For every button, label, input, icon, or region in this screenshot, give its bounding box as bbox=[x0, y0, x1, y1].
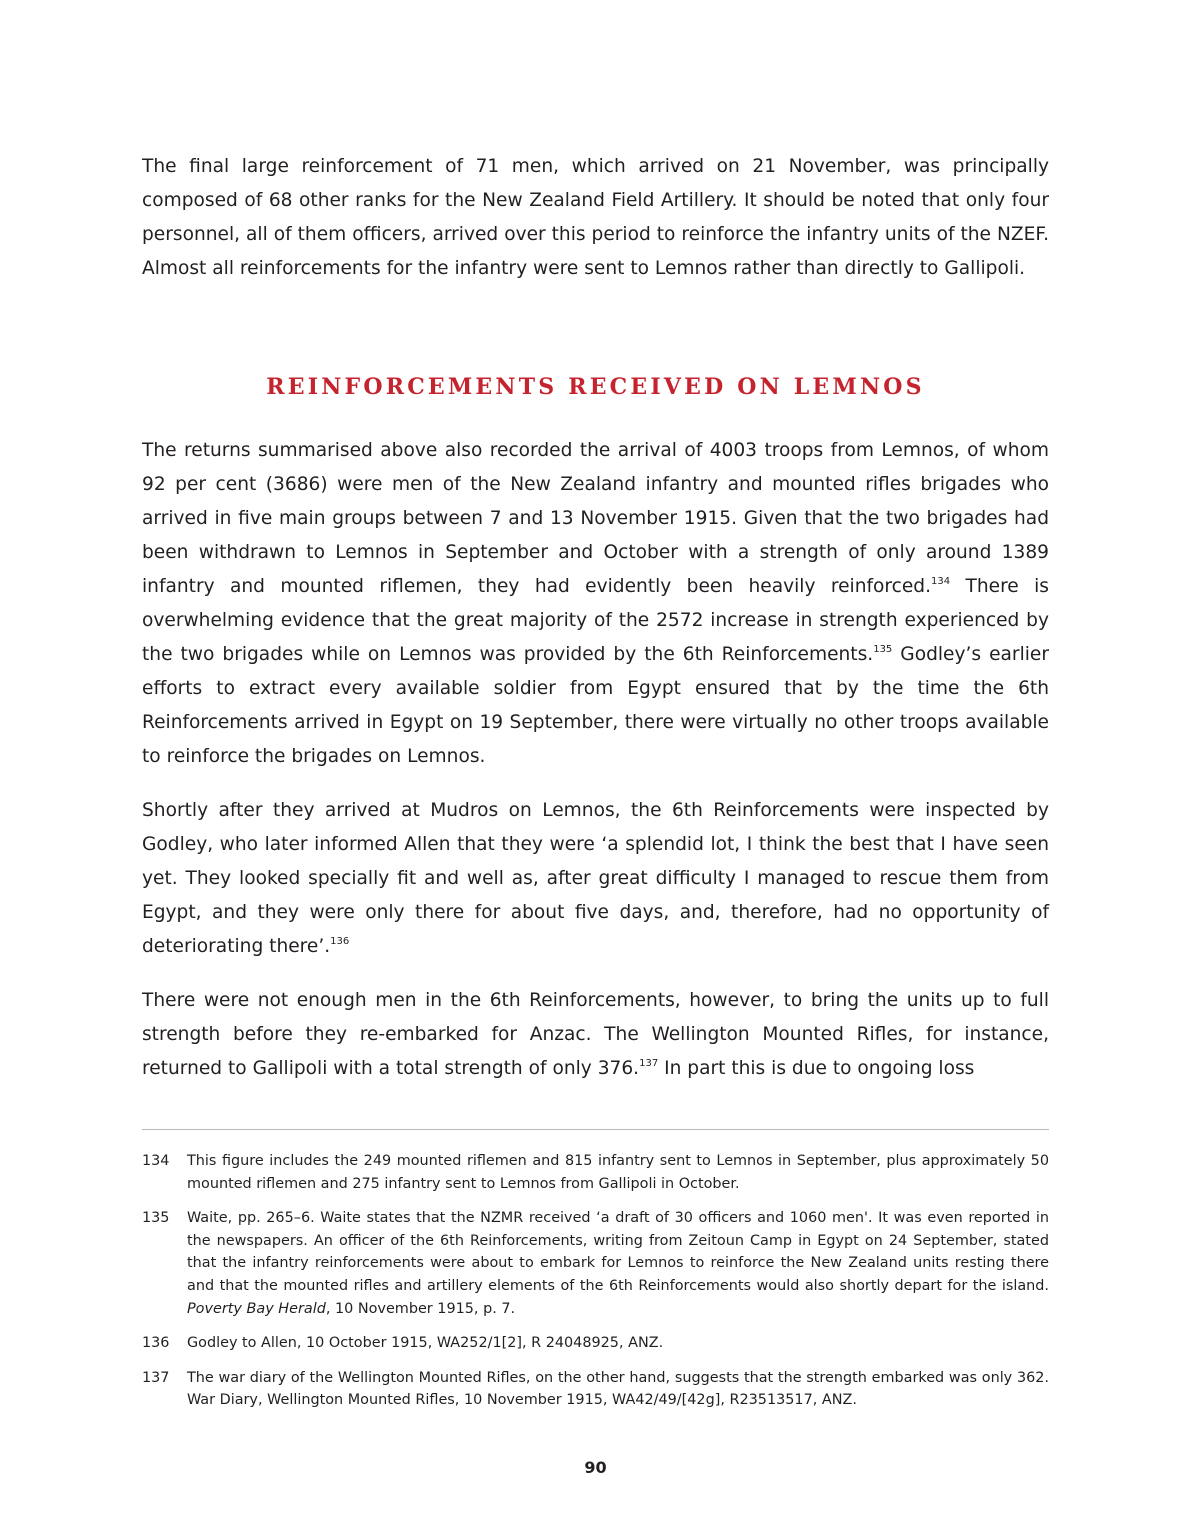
page-number: 90 bbox=[584, 1458, 607, 1477]
footnote-segment: , 10 November 1915, p. 7. bbox=[325, 1300, 516, 1317]
footnote-number: 137 bbox=[142, 1369, 170, 1386]
footnote-text: The war diary of the Wellington Mounted Rifles, on the other hand, suggests that the strength embarked was only 362. War Diary, Wellington Mounted Rifles, 10 November 1915, WA42/49/[42g], R23513517, ANZ. bbox=[187, 1369, 1049, 1409]
footnote-137 bbox=[142, 1367, 1049, 1412]
paragraph-segment: Shortly after they arrived at Mudros on Lemnos, the 6th Reinforcements were inspected by Godley, who later informed Allen that they were ‘a splendid lot, I think the best that I have seen yet. They looked specially fit and well as, after great difficulty I managed to rescue them from Egypt, and they were only there for about five days, and, therefore, had no opportunity of deteriorating there’. bbox=[142, 800, 1049, 957]
footnote-135 bbox=[142, 1207, 1049, 1320]
body-paragraph-1 bbox=[142, 150, 1049, 286]
footnote-134 bbox=[142, 1150, 1049, 1195]
paragraph-text: The final large reinforcement of 71 men, which arrived on 21 November, was principally composed of 68 other ranks for the New Zealand Field Artillery. It should be noted that only four personnel, all of them officers, arrived over this period to reinforce the infantry units of the NZEF. Almost all reinforcements for the infantry were sent to Lemnos rather than directly to Gallipoli. bbox=[142, 156, 1049, 279]
footnote-text: Godley to Allen, 10 October 1915, WA252/1[2], R 24048925, ANZ. bbox=[187, 1335, 664, 1352]
footnote-number: 135 bbox=[142, 1210, 170, 1227]
section-heading: REINFORCEMENTS RECEIVED ON LEMNOS bbox=[266, 374, 925, 400]
body-paragraph-2 bbox=[142, 434, 1049, 774]
footnote-segment: Waite, pp. 265–6. Waite states that the NZMR received ‘a draft of 30 officers and 1060 men'. It was even reported in the newspapers. An officer of the 6th Reinforcements, writing from Zeitoun Camp in Egypt on 24 September, stated that the infantry reinforcements were about to embark for Lemnos to reinforce the New Zealand units resting there and that the mounted rifles and artillery elements of the 6th Reinforcements would also shortly depart for the island. bbox=[187, 1210, 1049, 1294]
paragraph-segment: There is overwhelming evidence that the great majority of the 2572 increase in strength experienced by the two brigades while on Lemnos was provided by the 6th Reinforcements. bbox=[142, 576, 1049, 665]
body-paragraph-4 bbox=[142, 984, 1049, 1086]
footnote-number: 136 bbox=[142, 1335, 170, 1352]
footnote-ref-136[interactable]: 136 bbox=[330, 936, 350, 947]
footnote-text bbox=[187, 1207, 1049, 1320]
footnote-ref-135[interactable]: 135 bbox=[873, 644, 893, 655]
paragraph-segment: There were not enough men in the 6th Reinforcements, however, to bring the units up to full strength before they re-embarked for Anzac. The Wellington Mounted Rifles, for instance, returned to Gallipoli with a total strength of only 376. bbox=[142, 990, 1049, 1079]
footnotes bbox=[142, 1150, 1049, 1424]
footnote-number: 134 bbox=[142, 1153, 170, 1169]
body-paragraph-3 bbox=[142, 794, 1049, 964]
paragraph-segment: Godley’s earlier efforts to extract every available soldier from Egypt ensured that by the time the 6th Reinforcements arrived in Egypt on 19 September, there were virtually no other troops available to reinforce the brigades on Lemnos. bbox=[142, 644, 1049, 767]
footnote-text: This figure includes the 249 mounted riflemen and 815 infantry sent to Lemnos in September, plus approximately 50 mounted riflemen and 275 infantry sent to Lemnos from Gallipoli in October. bbox=[187, 1153, 1049, 1192]
paragraph-text bbox=[142, 984, 1049, 1086]
paragraph-text bbox=[142, 794, 1049, 964]
footnote-136 bbox=[142, 1332, 1049, 1355]
paragraph-segment: In part this is due to ongoing loss bbox=[658, 1058, 975, 1079]
footnote-source-title: Poverty Bay Herald bbox=[187, 1300, 326, 1317]
footnote-divider bbox=[142, 1129, 1049, 1130]
footnote-ref-137[interactable]: 137 bbox=[639, 1058, 659, 1069]
paragraph-segment: The returns summarised above also recorded the arrival of 4003 troops from Lemnos, of whom 92 per cent (3686) were men of the New Zealand infantry and mounted rifles brigades who arrived in five main groups between 7 and 13 November 1915. Given that the two brigades had been withdrawn to Lemnos in September and October with a strength of only around 1389 infantry and mounted riflemen, they had evidently been heavily reinforced. bbox=[142, 440, 1049, 597]
paragraph-text bbox=[142, 434, 1049, 774]
footnote-ref-134[interactable]: 134 bbox=[931, 576, 951, 587]
